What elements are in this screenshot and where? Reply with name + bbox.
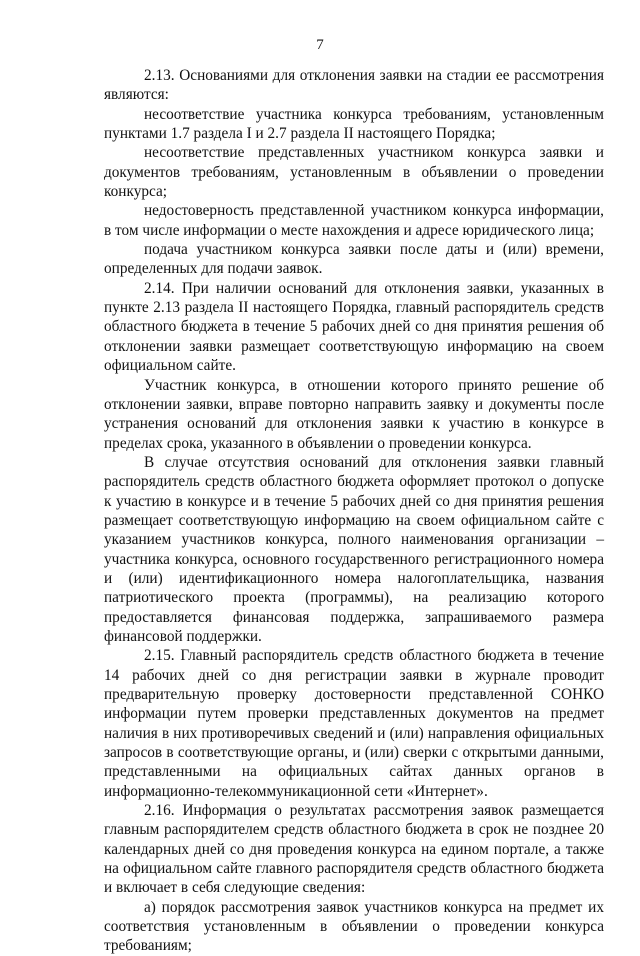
document-body <box>104 66 604 956</box>
paragraph-2-15: 2.15. Главный распорядитель средств областного бюджета в течение 14 рабочих дней со дня регистрации заявки в журнале проводит предварительную проверку достоверности представленной СОНКО информации путем проверки представленных документов на предмет наличия в них противоречивых сведений и (или) направления официальных запросов в соответствующие органы, и (или) сверки с открытыми данными, представленными на официальных сайтах данных органов в информационно-телекоммуникационной сети «Интернет». <box>104 647 604 800</box>
paragraph-admission-protocol: В случае отсутствия оснований для отклонения заявки главный распорядитель средств областного бюджета оформляет протокол о допуске к участию в конкурсе и в течение 5 рабочих дней со дня принятия решения размещает соответствующую информацию на своем официальном сайте с указанием участников конкурса, полного наименования организации – участника конкурса, основного государственного регистрационного номера и (или) идентификационного номера налогоплательщика, названия патриотического проекта (программы), на реализацию которого предоставляется финансовая поддержка, запрашиваемого размера финансовой поддержки. <box>104 453 604 645</box>
paragraph-2-13: 2.13. Основаниями для отклонения заявки на стадии ее рассмотрения являются: <box>104 67 604 104</box>
paragraph-2-14: 2.14. При наличии оснований для отклонения заявки, указанных в пункте 2.13 раздела II настоящего Порядка, главный распорядитель средств областного бюджета в течение 5 рабочих дней со дня принятия решения об отклонении заявки размещает соответствующую информацию на своем официальном сайте. <box>104 279 604 375</box>
paragraph-resubmission: Участник конкурса, в отношении которого принято решение об отклонении заявки, вправе повторно направить заявку и документы после устранения оснований для отклонения заявки к участию в конкурсе в пределах срока, указанного в объявлении о проведении конкурса. <box>104 376 604 452</box>
paragraph-2-16: 2.16. Информация о результатах рассмотрения заявок размещается главным распорядителем средств областного бюджета в срок не позднее 20 календарных дней со дня проведения конкурса на едином портале, а также на официальном сайте главного распорядителя средств областного бюджета и включает в себя следующие сведения: <box>104 802 604 897</box>
paragraph-ground-unreliable-info: недостоверность представленной участником конкурса информации, в том числе информации о месте нахождения и адресе юридического лица; <box>104 202 604 239</box>
page-number: 7 <box>316 37 324 53</box>
paragraph-item-a: а) порядок рассмотрения заявок участников конкурса на предмет их соответствия установленным в объявлении о проведении конкурса требованиям; <box>104 898 604 955</box>
paragraph-ground-documents-mismatch: несоответствие представленных участником конкурса заявки и документов требованиям, установленным в объявлении о проведении конкурса; <box>104 144 604 201</box>
paragraph-ground-participant-mismatch: несоответствие участника конкурса требованиям, установленным пунктами 1.7 раздела I и 2.7 раздела II настоящего Порядка; <box>104 105 604 143</box>
paragraph-ground-late-submission: подача участником конкурса заявки после даты и (или) времени, определенных для подачи заявок. <box>104 241 604 278</box>
